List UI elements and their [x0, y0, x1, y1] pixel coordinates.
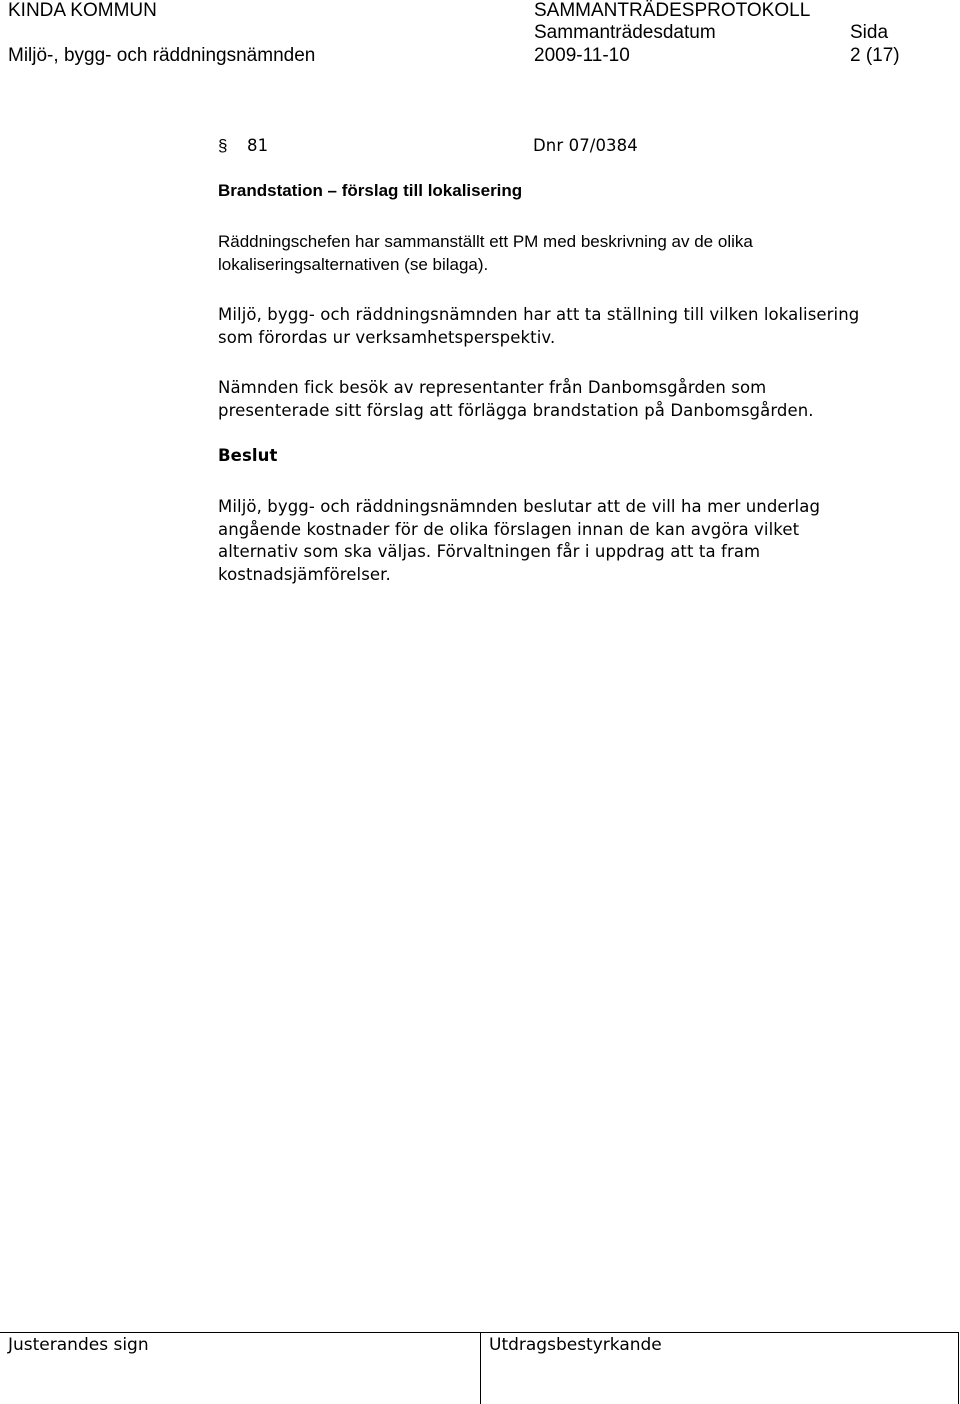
- document-type: SAMMANTRÄDESPROTOKOLL: [534, 0, 811, 21]
- page-number: 2 (17): [850, 45, 900, 66]
- section-number: 81: [247, 136, 269, 155]
- adjuster-signature-label: Justerandes sign: [8, 1335, 149, 1355]
- paragraph-decision: [218, 496, 948, 586]
- paragraph-line: kostnadsjämförelser.: [218, 564, 391, 584]
- paragraph-line: lokaliseringsalternativen (se bilaga).: [218, 254, 489, 274]
- paragraph-visit: [218, 377, 948, 422]
- paragraph-line: som förordas ur verksamhetsperspektiv.: [218, 327, 556, 347]
- signature-table: [0, 1332, 959, 1404]
- meeting-date-label: Sammanträdesdatum: [534, 22, 716, 43]
- adjuster-signature-cell: [0, 1333, 481, 1404]
- organization-name: KINDA KOMMUN: [8, 0, 157, 21]
- section-sign: §: [218, 136, 228, 155]
- paragraph-line: Räddningschefen har sammanställt ett PM med beskrivning av de olika: [218, 232, 753, 251]
- decision-heading: Beslut: [218, 446, 278, 465]
- diary-number: Dnr 07/0384: [533, 136, 638, 155]
- paragraph-task: [218, 304, 948, 349]
- page-label: Sida: [850, 22, 889, 43]
- paragraph-background: [218, 231, 948, 276]
- paragraph-line: alternativ som ska väljas. Förvaltningen får i uppdrag att ta fram: [218, 542, 761, 561]
- committee-name: Miljö-, bygg- och räddningsnämnden: [8, 45, 316, 66]
- meeting-date: 2009-11-10: [534, 45, 630, 66]
- extract-certification-cell: [481, 1333, 959, 1404]
- section-heading: Brandstation – förslag till lokalisering: [218, 181, 523, 200]
- paragraph-line: presenterade sitt förslag att förlägga brandstation på Danbomsgården.: [218, 400, 814, 420]
- extract-certification-label: Utdragsbestyrkande: [489, 1335, 662, 1355]
- paragraph-line: angående kostnader för de olika förslagen innan de kan avgöra vilket: [218, 519, 800, 539]
- paragraph-line: Miljö, bygg- och räddningsnämnden har att ta ställning till vilken lokalisering: [218, 305, 860, 324]
- paragraph-line: Miljö, bygg- och räddningsnämnden beslutar att de vill ha mer underlag: [218, 497, 821, 516]
- paragraph-line: Nämnden fick besök av representanter från Danbomsgården som: [218, 378, 767, 397]
